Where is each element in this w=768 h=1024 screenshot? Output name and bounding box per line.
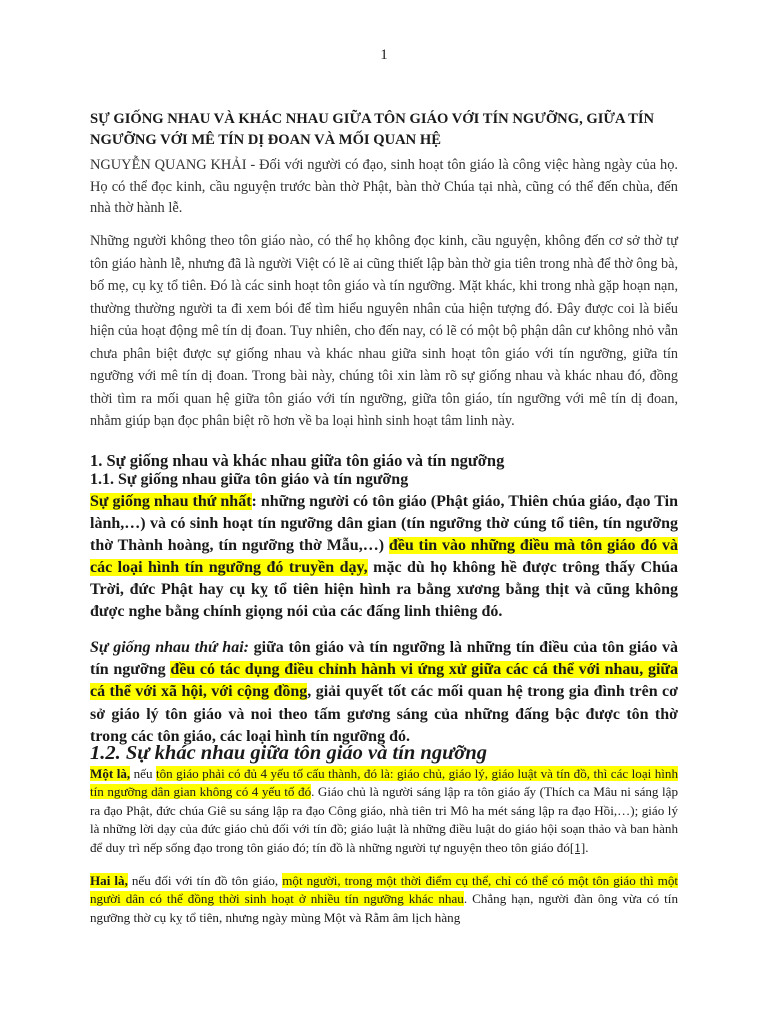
difference-first-text-mid: . Giáo chủ là người sáng lập ra tôn giáo ấy (Thích ca Mâu ni sáng lập ra đạo Phật, đức chúa Giê su sáng lập ra đạo Công giáo, nhà tiên tri Mô ha mét sáng lập ra đạo Hồi,…); giáo lý là những lời dạy của đức giáo chủ đối với tín đồ; giáo luật là những điều luật do giáo hội soạn thảo và ban hành để duy trì nếp sống đạo trong tôn giáo đó; tín đồ là những người tự nguyện theo tôn giáo đó [90,784,679,855]
difference-second-text: nếu đối với tín đồ tôn giáo, [127,873,283,888]
similarity-first-paragraph [90,491,678,623]
similarity-second-text: giữa tôn giáo và tín ngưỡng là những tín điều của tôn giáo và tín ngưỡng [90,639,678,679]
subsection-heading-1-2: 1.2. Sự khác nhau giữa tôn giáo và tín ngưỡng [90,742,488,764]
body-paragraph: Những người không theo tôn giáo nào, có thể họ không đọc kinh, cầu nguyện, không đến cơ sở thờ tự tôn giáo hành lễ, nhưng đã là người Việt có lẽ ai cũng thiết lập bàn thờ gia tiên trong nhà để thờ ông bà, bố mẹ, cụ kỵ tổ tiên. Đó là các sinh hoạt tôn giáo và tín ngưỡng. Mặt khác, khi trong nhà gặp hoạn nạn, thường thường người ta đi xem bói để tìm hiểu nguyên nhân của hiện tượng đó. Đây được coi là biểu hiện của hoạt động mê tín dị đoan. Tuy nhiên, cho đến nay, có lẽ có một bộ phận dân cư không nhỏ vẫn chưa phân biệt được sự giống nhau và khác nhau giữa sinh hoạt tôn giáo với tín ngưỡng, giữa tín ngưỡng với mê tín dị đoan. Trong bài này, chúng tôi xin làm rõ sự giống nhau và khác nhau đó, đồng thời tìm ra mối quan hệ giữa tôn giáo với tín ngưỡng, giữa tôn giáo, tín ngưỡng với mê tín dị đoan, nhằm giúp bạn đọc phân biệt rõ hơn về ba loại hình sinh hoạt tâm linh này. [90,233,678,429]
intro-paragraph: NGUYỄN QUANG KHẢI - Đối với người có đạo, sinh hoạt tôn giáo là công việc hàng ngày của họ. Họ có thể đọc kinh, cầu nguyện trước bàn thờ Phật, bàn thờ Chúa tại nhà, cũng có thể đến chùa, đến nhà thờ hành lễ. [90,157,678,216]
difference-second-highlight: một người, trong một thời điểm cụ thể, chỉ có thể có một tôn giáo thì một người dân có thể đồng thời sinh hoạt ở nhiều tín ngưỡng khác nhau [90,873,678,907]
subsection-heading-1-1: 1.1. Sự giống nhau giữa tôn giáo và tín ngưỡng [90,471,409,488]
similarity-second-label: Sự giống nhau thứ hai: [90,639,249,656]
difference-first-highlight: tôn giáo phải có đủ 4 yếu tố cấu thành, đó là: giáo chủ, giáo lý, giáo luật và tín đồ, thì các loại hình tín ngưỡng dân gian không có 4 yếu tố đó [90,766,679,800]
difference-first-text: nếu [130,766,156,781]
difference-second-paragraph [90,872,678,927]
section-heading-1: 1. Sự giống nhau và khác nhau giữa tôn giáo và tín ngưỡng [90,451,505,470]
similarity-second-text-end: , giải quyết tốt các mối quan hệ trong gia đình trên cơ sở giáo lý tôn giáo và noi theo tấm gương sáng của những đấng bậc được tôn thờ trong các tôn giáo, các loại hình tín ngưỡng đó. [90,683,678,745]
similarity-first-label: Sự giống nhau thứ nhất [90,493,252,510]
similarity-first-highlight: đều tin vào những điều mà tôn giáo đó và các loại hình tín ngưỡng đó truyền dạy, [90,537,678,576]
similarity-first-text: : những người có tôn giáo (Phật giáo, Thiên chúa giáo, đạo Tin lành,…) và có sinh hoạt tín ngưỡng dân gian (tín ngưỡng thờ cúng tổ tiên, tín ngưỡng thờ Thành hoàng, tín ngưỡng thờ Mẫu,…) [90,493,678,554]
difference-first-label: Một là, [90,766,131,781]
difference-first-paragraph [90,765,678,857]
article-title: SỰ GIỐNG NHAU VÀ KHÁC NHAU GIỮA TÔN GIÁO VỚI TÍN NGƯỠNG, GIỮA TÍN NGƯỠNG VỚI MÊ TÍN DỊ ĐOAN VÀ MỐI QUAN HỆ [90,111,655,148]
difference-first-text-end: . [585,839,589,855]
page-number: 1 [380,47,388,63]
difference-second-text-end: . Chẳng hạn, người đàn ông vừa có tín ngưỡng thờ cụ kỵ tổ tiên, nhưng ngày mùng Một và Rằm âm lịch hàng [90,891,678,925]
difference-second-label: Hai là, [90,873,128,888]
footnote-link[interactable]: [1] [569,839,586,855]
similarity-second-paragraph [90,637,678,748]
similarity-first-text-end: mặc dù họ không hề được trông thấy Chúa Trời, đức Phật hay cụ kỵ tổ tiên hiện hình ra bằng xương bằng thịt và cũng không được nghe bằng chính giọng nói của các đấng linh thiêng đó. [90,559,679,620]
similarity-second-highlight: đều có tác dụng điều chỉnh hành vi ứng xử giữa các cá thể với nhau, giữa cá thể với xã hội, với cộng đồng [90,661,678,701]
